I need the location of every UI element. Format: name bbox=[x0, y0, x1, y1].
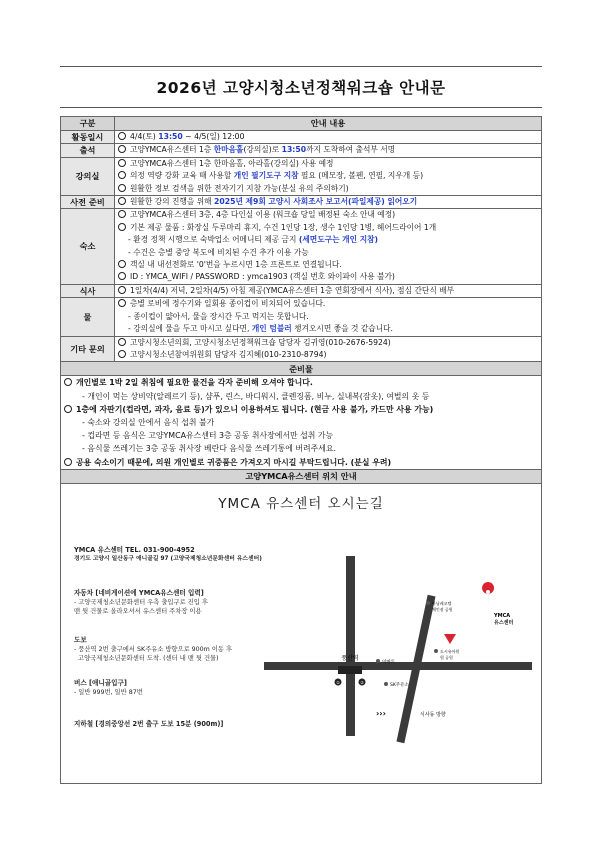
label-schedule: 활동일시 bbox=[61, 131, 115, 144]
road-vertical-left bbox=[346, 556, 355, 736]
map-contact-block: YMCA 유스센터 TEL. 031-900-4952 경기도 고양시 일산동구 애니골길 97 (고양국제청소년문화센터 유스센터) bbox=[74, 545, 262, 562]
direction-arrows-icon: ››› bbox=[376, 708, 386, 718]
row-location-map bbox=[61, 483, 542, 783]
map-label-mart: 이마트 bbox=[382, 659, 396, 665]
label-classroom: 강의실 bbox=[61, 157, 115, 195]
row-supplies bbox=[61, 376, 542, 469]
content-water: 층별 로비에 정수기와 일회용 종이컵이 비치되어 있습니다. - 종이컵이 얇아서, 물을 장시간 두고 먹지는 못합니다. - 강의실에 물을 두고 마시고 싶다면, 개인 텀블러 챙겨오시면 좋을 것 같습니다. bbox=[115, 298, 542, 336]
row-contact bbox=[61, 336, 542, 362]
park-marker bbox=[434, 649, 438, 653]
circle-bullet-icon bbox=[118, 286, 126, 294]
row-schedule bbox=[61, 131, 542, 144]
map-label-hotel2: 체인점 공원 bbox=[432, 606, 453, 612]
circle-bullet-icon bbox=[118, 272, 126, 280]
page-title: 2026년 고양시청소년정책워크숍 안내문 bbox=[156, 79, 446, 97]
header-label: 구분 bbox=[61, 117, 115, 131]
circle-bullet-icon bbox=[118, 338, 126, 346]
content-contact: 고양시청소년의회, 고양시청소년정책워크숍 담당자 김귀영(010-2676-5924) 고양시청소년참여위원회 담당자 김지혜(010-2310-8794) bbox=[115, 336, 542, 362]
content-attendance: 고양YMCA유스센터 1층 한마음홀(강의실)로 13:50까지 도착하여 출석부 서명 bbox=[115, 144, 542, 157]
content-supplies: 개인별로 1박 2일 취침에 필요한 물건을 각자 준비해 오셔야 합니다. - 개인이 먹는 상비약(알레르기 등), 샴푸, 린스, 바디워시, 클렌징폼, 비누, 실내복(잠옷), 여벌의 옷 등 1층에 자판기(컵라면, 과자, 음료 등)가 있으니 이용하셔도 됩니다. (현금 사용 불가, 카드만 사용 가능) - 숙소와 강의실 안에서 음식 섭취 불가 - 컵라면 등 음식은 고양YMCA유스센터 3층 공동 취사장에서만 섭취 가능 - 음식물 쓰레기는 3층 공동 취사장 베란다 음식물 쓰레기통에 버려주세요. 공용 숙소이기 때문에, 의원 개인별로 귀중품은 가져오지 마시길 부탁드립니다. (분실 우려) bbox=[61, 376, 542, 469]
circle-bullet-icon bbox=[64, 405, 72, 413]
ymca-logo-icon bbox=[444, 634, 456, 644]
map-label-park2: 원 공원 bbox=[440, 654, 453, 660]
content-schedule: 4/4(토) 13:50 ~ 4/5(일) 12:00 bbox=[115, 131, 542, 144]
content-meals: 1일차(4/4) 저녁, 2일차(4/5) 아침 제공(YMCA유스센터 1층 연회장에서 식사), 점심 간단식 배부 bbox=[115, 284, 542, 297]
circle-bullet-icon bbox=[118, 197, 126, 205]
circle-bullet-icon bbox=[118, 350, 126, 358]
mart-marker bbox=[376, 659, 380, 663]
station-marker bbox=[338, 666, 362, 674]
circle-bullet-icon bbox=[118, 260, 126, 268]
row-prep bbox=[61, 196, 542, 209]
content-classroom: 고양YMCA유스센터 1층 한마음홀, 아라홀(강의실) 사용 예정 의정 역량 강화 교육 때 사용할 개인 필기도구 지참 필요 (메모장, 볼펜, 연필, 지우개 등) 원활한 정보 검색을 위한 전자기기 지참 가능(분실 유의 주의하기) bbox=[115, 157, 542, 195]
map-subway-block: 지하철 [경의중앙선 2번 출구 도보 15분 (900m)] bbox=[74, 719, 224, 728]
location-header: 고양YMCA유스센터 위치 안내 bbox=[61, 469, 542, 483]
map-label-hotel: 아남레코텔 bbox=[432, 600, 452, 606]
circle-bullet-icon bbox=[118, 210, 126, 218]
circle-bullet-icon bbox=[118, 299, 126, 307]
circle-bullet-icon bbox=[118, 159, 126, 167]
map-bus-block: 버스 [애니골입구] - 일반 999번, 일반 87번 bbox=[74, 678, 143, 696]
label-contact: 기타 문의 bbox=[61, 336, 115, 362]
map-label-food-street: 식사동 방향 bbox=[420, 711, 446, 718]
map-label-sk: SK주유소 bbox=[390, 682, 409, 688]
map-label-ymca2: 유스센터 bbox=[494, 619, 514, 626]
route-map bbox=[64, 484, 544, 784]
content-lodging: 고양YMCA유스센터 3층, 4층 다인실 이용 (워크숍 당일 배정된 숙소 안내 예정) 기본 제공 물품 : 화장실 두루마리 휴지, 수건 1인당 1장, 생수 1인당 1병, 헤어드라이어 1개 - 환경 정책 시행으로 숙박업소 어메니티 제공 금지 (세면도구는 개인 지참) - 수건은 층별 중앙 복도에 비치된 수건 추가 이용 가능 객실 내 내선전화로 '0'번을 누르시면 1층 프론트로 연결됩니다. ID : YMCA_WIFI / PASSWORD : ymca1903 (객실 번호 와이파이 사용 불가) bbox=[115, 209, 542, 284]
title-box bbox=[60, 66, 542, 108]
header-content: 안내 내용 bbox=[115, 117, 542, 131]
map-label-park: 도시유아원 bbox=[440, 648, 460, 654]
row-attendance bbox=[61, 144, 542, 157]
row-water bbox=[61, 298, 542, 336]
supplies-header: 준비물 bbox=[61, 362, 542, 376]
circle-bullet-icon bbox=[118, 223, 126, 231]
map-label-ymca: YMCA bbox=[494, 612, 511, 619]
map-title: YMCA 유스센터 오시는길 bbox=[218, 495, 384, 512]
label-prep: 사전 준비 bbox=[61, 196, 115, 209]
pin-dot bbox=[486, 590, 490, 594]
map-label-station: 풍산역 bbox=[341, 654, 359, 662]
circle-bullet-icon bbox=[64, 378, 72, 386]
map-car-block: 자동차 [네비게이션에 YMCA유스센터 입력] - 고양국제청소년문화센터 우측 출입구로 진입 후 맨 뒷 건물로 올라오셔서 유스센터 주차장 이용 bbox=[74, 588, 208, 615]
circle-bullet-icon bbox=[118, 184, 126, 192]
circle-bullet-icon bbox=[118, 171, 126, 179]
location-map bbox=[61, 483, 542, 783]
row-lodging bbox=[61, 209, 542, 284]
sk-marker bbox=[384, 682, 388, 686]
row-classroom bbox=[61, 157, 542, 195]
label-water: 물 bbox=[61, 298, 115, 336]
row-location-header bbox=[61, 469, 542, 483]
circle-bullet-icon bbox=[64, 458, 72, 466]
map-walk-block: 도보 - 풍산역 2번 출구에서 SK주유소 방향으로 900m 이동 후 고양국제청소년문화센터 도착. (센터 내 맨 뒷 건물) bbox=[74, 635, 233, 662]
hotel-marker bbox=[426, 601, 430, 605]
location-pin-icon bbox=[482, 582, 494, 606]
map-label-exit-down: ② bbox=[360, 679, 364, 685]
label-lodging: 숙소 bbox=[61, 209, 115, 284]
road-horizontal bbox=[264, 662, 532, 670]
label-meals: 식사 bbox=[61, 284, 115, 297]
map-label-exit-up: ① bbox=[336, 679, 340, 685]
circle-bullet-icon bbox=[118, 145, 126, 153]
table-header-row bbox=[61, 117, 542, 131]
row-meals bbox=[61, 284, 542, 297]
label-attendance: 출석 bbox=[61, 144, 115, 157]
circle-bullet-icon bbox=[118, 132, 126, 140]
content-prep: 원활한 강의 진행을 위해 2025년 제9회 고양시 사회조사 보고서(파일제공) 읽어오기 bbox=[115, 196, 542, 209]
row-supplies-header bbox=[61, 362, 542, 376]
info-table bbox=[60, 116, 542, 784]
